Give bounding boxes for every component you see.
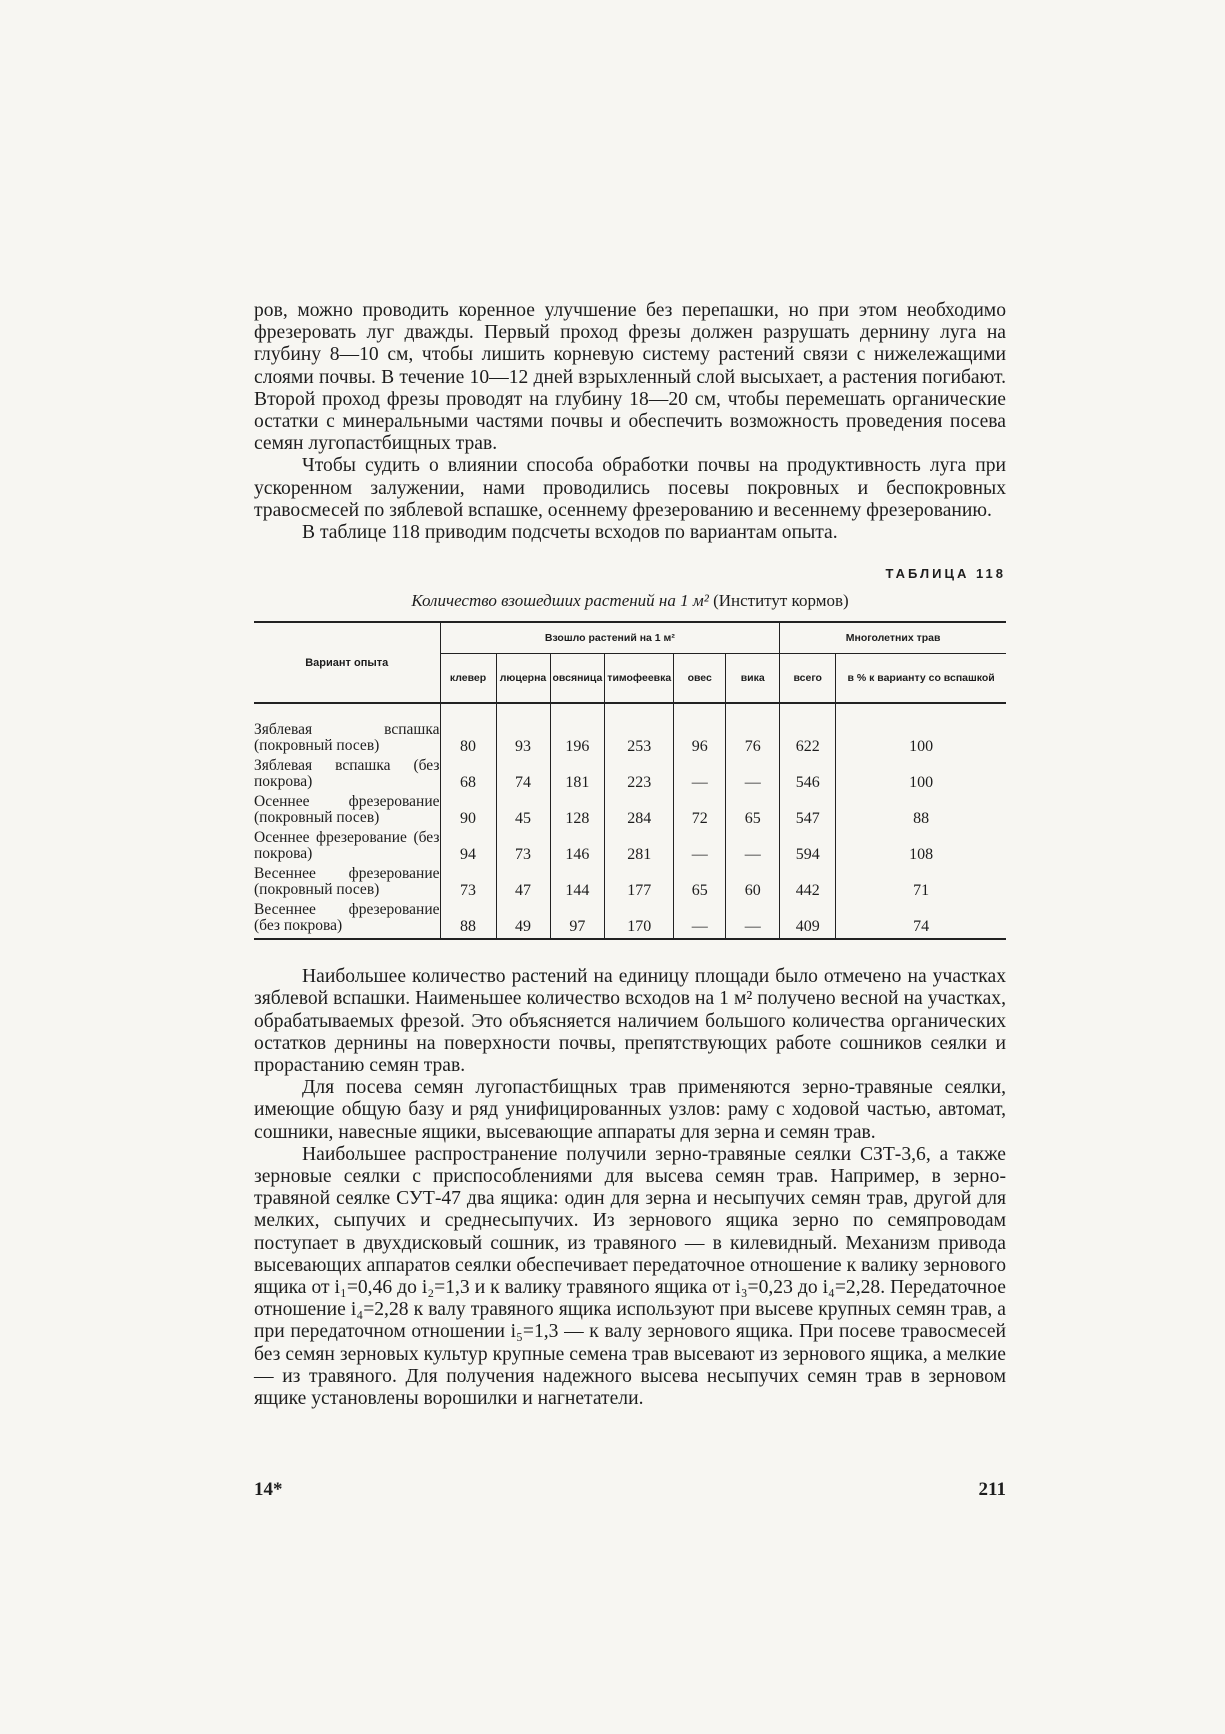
signature-mark: 14* bbox=[254, 1479, 283, 1500]
table-cell: 170 bbox=[605, 902, 674, 939]
table-cell: 146 bbox=[550, 830, 605, 866]
table-cell: 284 bbox=[605, 794, 674, 830]
page-number: 211 bbox=[978, 1479, 1006, 1500]
table-cell: — bbox=[674, 902, 726, 939]
table-cell: 281 bbox=[605, 830, 674, 866]
table-cell: 546 bbox=[780, 758, 836, 794]
table-row bbox=[254, 758, 1006, 794]
paragraph: Чтобы судить о влиянии способа обработки почвы на продуктивность луга при ускоренном залужении, нами проводились посевы покровных и беспокровных травосмесей по зяблевой вспашке, осеннему фрезерованию и весеннему фрезерованию. bbox=[254, 455, 1006, 521]
table-cell: 90 bbox=[440, 794, 496, 830]
table-cell: 100 bbox=[836, 703, 1006, 758]
column-group-sprouted: Взошло растений на 1 м² bbox=[440, 622, 780, 654]
table-cell: 442 bbox=[780, 866, 836, 902]
paragraph: Наибольшее количество растений на единицу площади было отмечено на участках зяблевой вспашки. Наименьшее количество всходов на 1 м² получено весной на участках, обрабатываемых фрезой. Это объясняется наличием большого количества органических остатков дернины на поверхности почвы, препятствующих работе сошников сеялки и прорастанию семян трав. bbox=[254, 966, 1006, 1077]
paragraph: Для посева семян лугопастбищных трав применяются зерно-травяные сеялки, имеющие общую базу и ряд унифицированных узлов: раму с ходовой частью, автомат, сошники, навесные ящики, высевающие аппараты для зерна и семян трав. bbox=[254, 1077, 1006, 1143]
table-cell: 594 bbox=[780, 830, 836, 866]
table-cell: 74 bbox=[496, 758, 550, 794]
table-cell: 88 bbox=[836, 794, 1006, 830]
table-caption-source: (Институт кормов) bbox=[713, 591, 849, 611]
table-row bbox=[254, 866, 1006, 902]
table-cell: 128 bbox=[550, 794, 605, 830]
paragraph: В таблице 118 приводим подсчеты всходов по вариантам опыта. bbox=[302, 522, 838, 544]
table-cell: 97 bbox=[550, 902, 605, 939]
column-header: в % к варианту со вспашкой bbox=[836, 654, 1006, 704]
table-cell: 73 bbox=[440, 866, 496, 902]
table-cell: 96 bbox=[674, 703, 726, 758]
table-row bbox=[254, 830, 1006, 866]
table-cell: — bbox=[674, 830, 726, 866]
column-header: вика bbox=[726, 654, 780, 704]
column-header: всего bbox=[780, 654, 836, 704]
table-cell: 47 bbox=[496, 866, 550, 902]
table-cell: 177 bbox=[605, 866, 674, 902]
table-cell: — bbox=[726, 758, 780, 794]
column-header: овес bbox=[674, 654, 726, 704]
table-cell: 49 bbox=[496, 902, 550, 939]
table-cell: — bbox=[726, 902, 780, 939]
table-cell: 65 bbox=[726, 794, 780, 830]
table-cell-variant: Осеннее фрезерование (покровный посев) bbox=[254, 793, 440, 827]
table-row bbox=[254, 902, 1006, 939]
table-cell: 88 bbox=[440, 902, 496, 939]
table-cell: 196 bbox=[550, 703, 605, 758]
table-cell-variant: Весеннее фрезерование (без покрова) bbox=[254, 901, 440, 935]
table-cell: 80 bbox=[440, 703, 496, 758]
table-cell: — bbox=[726, 830, 780, 866]
table-cell: 181 bbox=[550, 758, 605, 794]
table-cell-variant: Зяблевая вспашка (покровный посев) bbox=[254, 721, 440, 755]
table-cell: 72 bbox=[674, 794, 726, 830]
column-header: тимофеевка bbox=[605, 654, 674, 704]
table-cell: — bbox=[674, 758, 726, 794]
table-cell: 94 bbox=[440, 830, 496, 866]
table-caption-title: Количество взошедших растений на 1 м² bbox=[411, 591, 709, 611]
table-cell: 45 bbox=[496, 794, 550, 830]
table-cell: 223 bbox=[605, 758, 674, 794]
table-cell: 74 bbox=[836, 902, 1006, 939]
table-cell: 409 bbox=[780, 902, 836, 939]
table-cell: 73 bbox=[496, 830, 550, 866]
table-cell: 93 bbox=[496, 703, 550, 758]
column-header: люцерна bbox=[496, 654, 550, 704]
table-label: ТАБЛИЦА 118 bbox=[885, 566, 1006, 582]
data-table bbox=[254, 621, 1006, 940]
paragraph: ров, можно проводить коренное улучшение без перепашки, но при этом необходимо фрезеровать луг дважды. Первый проход фрезы должен разрушать дернину луга на глубину 8—10 см, чтобы лишить корневую систему растений связи с нижележащими слоями почвы. В течение 10—12 дней взрыхленный слой высыхает, а растения погибают. Второй проход фрезы проводят на глубину 18—20 см, чтобы перемешать органические остатки с минеральными частями почвы и обеспечить возможность проведения посева семян лугопастбищных трав. bbox=[254, 300, 1006, 455]
table-cell: 144 bbox=[550, 866, 605, 902]
table-cell: 100 bbox=[836, 758, 1006, 794]
table-cell-variant: Осеннее фрезерование (без покрова) bbox=[254, 829, 440, 863]
table-cell: 68 bbox=[440, 758, 496, 794]
table-cell: 547 bbox=[780, 794, 836, 830]
table-cell: 108 bbox=[836, 830, 1006, 866]
table-cell: 253 bbox=[605, 703, 674, 758]
column-header: клевер bbox=[440, 654, 496, 704]
page-content bbox=[254, 300, 1006, 1410]
table-cell: 60 bbox=[726, 866, 780, 902]
column-header: овсяница bbox=[550, 654, 605, 704]
table-caption bbox=[254, 591, 1006, 611]
table-row bbox=[254, 794, 1006, 830]
table-cell: 76 bbox=[726, 703, 780, 758]
paragraph: Наибольшее распространение получили зерно-травяные сеялки СЗТ-3,6, а также зерновые сеялки с приспособлениями для высева семян трав. Например, в зерно-травяной сеялке СУТ-47 два ящика: один для зерна и несыпучих семян трав, другой для мелких, сыпучих и среднесыпучих. Из зернового ящика зерно по семяпроводам поступает в двухдисковый сошник, из травяного — в килевидный. Механизм привода высевающих аппаратов сеялки обеспечивает передаточное отношение к валику зернового ящика от i₁=0,46 до i₂=1,3 и к валику травяного ящика от i₃=0,23 до i₄=2,28. Передаточное отношение i₄=2,28 к валу травяного ящика используют при высеве крупных семян трав, а при передаточном отношении i₅=1,3 — к валу зернового ящика. При посеве травосмесей без семян зерновых культур крупные семена трав высевают из зернового ящика, а мелкие — из травяного. Для получения надежного высева несыпучих семян трав в зерновом ящике установлены ворошилки и нагнетатели. bbox=[254, 1143, 1006, 1410]
table-row bbox=[254, 703, 1006, 758]
table-cell: 71 bbox=[836, 866, 1006, 902]
column-group-perennial: Многолетних трав bbox=[780, 622, 1006, 654]
table-cell-variant: Зяблевая вспашка (без покрова) bbox=[254, 757, 440, 791]
table-cell: 622 bbox=[780, 703, 836, 758]
table-cell: 65 bbox=[674, 866, 726, 902]
table-cell-variant: Весеннее фрезерование (покровный посев) bbox=[254, 865, 440, 899]
column-header-variant: Вариант опыта bbox=[254, 622, 440, 703]
